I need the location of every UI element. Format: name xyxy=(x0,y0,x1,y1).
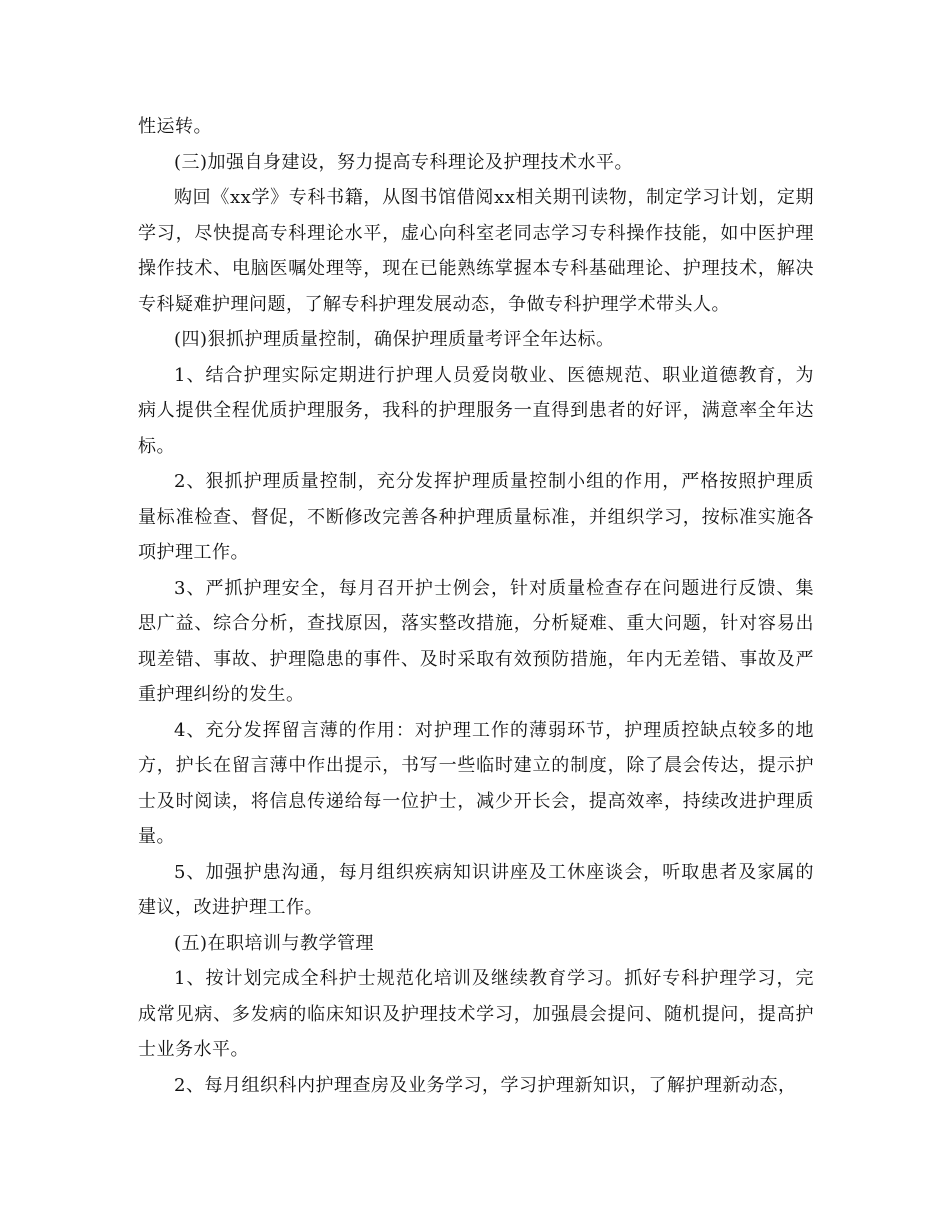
document-body xyxy=(138,109,814,1103)
section-heading-five: (五)在职培训与教学管理 xyxy=(174,932,375,954)
list-item-5: 5、加强护患沟通，每月组织疾病知识讲座及工休座谈会，听取患者及家属的建议，改进护理工作。 xyxy=(138,861,814,918)
list-item-4: 4、充分发挥留言薄的作用：对护理工作的薄弱环节，护理质控缺点较多的地方，护长在留言薄中作出提示，书写一些临时建立的制度，除了晨会传达，提示护士及时阅读，将信息传递给每一位护士，减少开长会，提高效率，持续改进护理质量。 xyxy=(138,719,814,847)
training-item-1: 1、按计划完成全科护士规范化培训及继续教育学习。抓好专科护理学习，完成常见病、多发病的临床知识及护理技术学习，加强晨会提问、随机提问，提高护士业务水平。 xyxy=(138,968,814,1060)
paragraph-study-books: 购回《xx学》专科书籍，从图书馆借阅xx相关期刊读物，制定学习计划，定期学习，尽快提高专科理论水平，虚心向科室老同志学习专科操作技能，如中医护理操作技术、电脑医嘱处理等，现在已能熟练掌握本专科基础理论、护理技术，解决专科疑难护理问题，了解专科护理发展动态，争做专科护理学术带头人。 xyxy=(138,187,814,315)
paragraph-continuation: 性运转。 xyxy=(138,116,212,137)
list-item-2: 2、狠抓护理质量控制，充分发挥护理质量控制小组的作用，严格按照护理质量标准检查、督促，不断修改完善各种护理质量标准，并组织学习，按标准实施各项护理工作。 xyxy=(138,471,814,563)
list-item-3: 3、严抓护理安全，每月召开护士例会，针对质量检查存在问题进行反馈、集思广益、综合分析，查找原因，落实整改措施，分析疑难、重大问题，针对容易出现差错、事故、护理隐患的事件、及时采取有效预防措施，年内无差错、事故及严重护理纠纷的发生。 xyxy=(138,577,814,705)
training-item-2: 2、每月组织科内护理查房及业务学习，学习护理新知识，了解护理新动态， xyxy=(174,1074,797,1096)
list-item-1: 1、结合护理实际定期进行护理人员爱岗敬业、医德规范、职业道德教育，为病人提供全程优质护理服务，我科的护理服务一直得到患者的好评，满意率全年达标。 xyxy=(138,364,814,457)
section-heading-three: (三)加强自身建设，努力提高专科理论及护理技术水平。 xyxy=(174,151,634,173)
section-heading-four: (四)狠抓护理质量控制，确保护理质量考评全年达标。 xyxy=(174,329,615,350)
